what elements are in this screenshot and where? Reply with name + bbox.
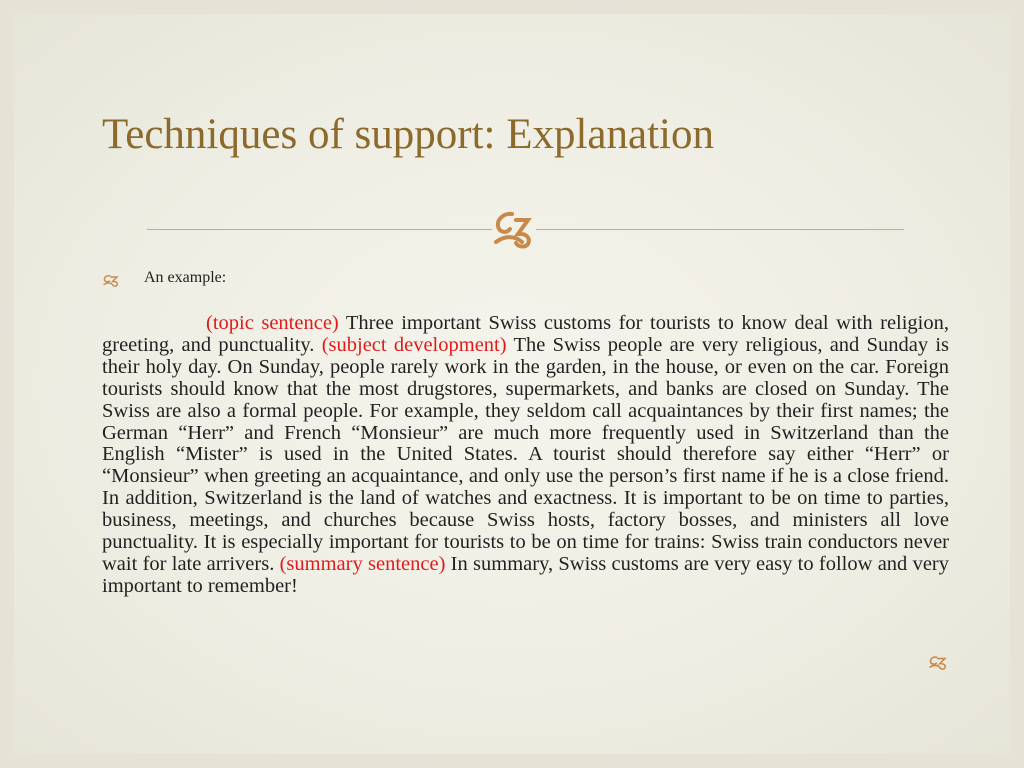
paragraph-text: Three important Swiss customs for tourists to know deal with religion, greeting, and punctuality. xyxy=(102,312,949,356)
scroll-ornament-icon xyxy=(492,206,536,250)
divider-line-right xyxy=(536,229,904,230)
paragraph-text: In summary, Swiss customs are very easy to follow and very important to remember! xyxy=(102,552,949,597)
divider-line-left xyxy=(147,229,492,230)
example-paragraph xyxy=(102,313,949,598)
subject-development-label: (subject development) xyxy=(321,333,507,356)
summary-sentence-label: (summary sentence) xyxy=(279,552,446,575)
slide-title: Techniques of support: Explanation xyxy=(102,111,714,158)
scroll-bullet-icon xyxy=(103,273,119,287)
scroll-bullet-icon xyxy=(928,654,948,670)
topic-sentence-label: (topic sentence) xyxy=(206,312,339,334)
bullet-label: An example: xyxy=(144,269,227,286)
paragraph-text: The Swiss people are very religious, and Sunday is their holy day. On Sunday, people rarely work in the garden, in the house, or even on the car. Foreign tourists should know that the most drugstores, supermarkets, and banks are closed on Sunday. The Swiss are also a formal people. For example, they seldom call acquaintances by their first names; the German “Herr” and French “Monsieur” are much more frequently used in Switzerland than the English “Mister” is used in the United States. A tourist should therefore say either “Herr” or “Monsieur” when greeting an acquaintance, and only use the person’s first name if he is a close friend. In addition, Switzerland is the land of watches and exactness. It is important to be on time to parties, business, meetings, and churches because Swiss hosts, factory bosses, and ministers all love punctuality. It is especially important for tourists to be on time for trains: Swiss train conductors never wait for late arrivers. xyxy=(102,333,950,575)
